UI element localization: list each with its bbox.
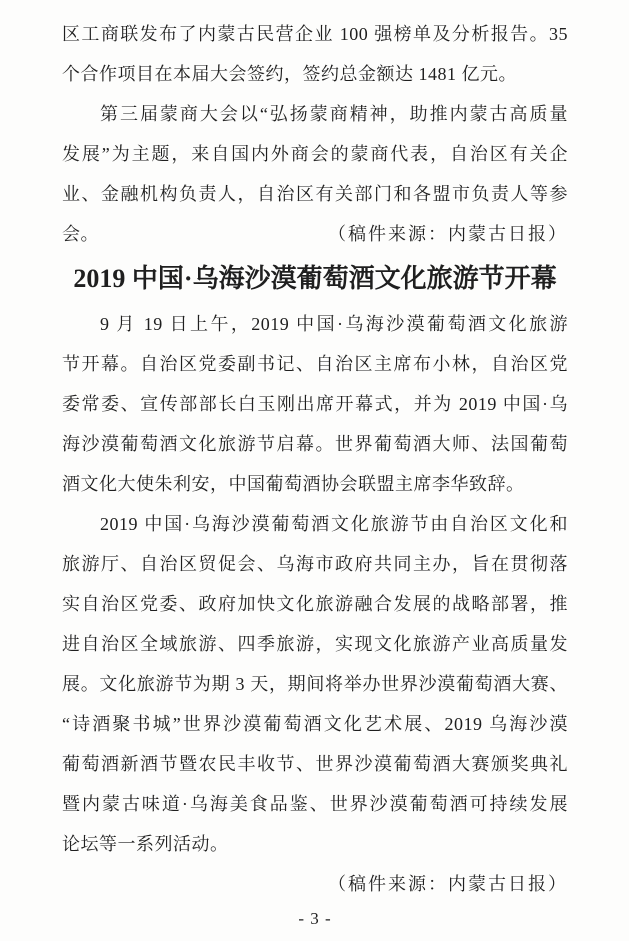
paragraph-end-text: 会。: [62, 224, 99, 244]
paragraph-mengshang-conference-line: [62, 214, 568, 254]
paragraph-mengshang-conference-line: 发展”为主题，来自国内外商会的蒙商代表，自治区有关企: [62, 144, 568, 164]
paragraph-festival-details-line: “诗酒聚书城”世界沙漠葡萄酒文化艺术展、2019 乌海沙漠: [62, 714, 568, 734]
source-attribution-line: （稿件来源：内蒙古日报）: [328, 874, 568, 894]
paragraph-festival-details-line: 展。文化旅游节为期 3 天，期间将举办世界沙漠葡萄酒大赛、: [62, 674, 568, 694]
paragraph-festival-details-line: 葡萄酒新酒节暨农民丰收节、世界沙漠葡萄酒大赛颁奖典礼: [62, 754, 568, 774]
paragraph-continuation-line: 区工商联发布了内蒙古民营企业 100 强榜单及分析报告。35: [62, 24, 568, 44]
paragraph-festival-opening-line: 委常委、宣传部部长白玉刚出席开幕式，并为 2019 中国·乌: [62, 394, 568, 414]
paragraph-mengshang-conference-line: 业、金融机构负责人，自治区有关部门和各盟市负责人等参: [62, 184, 568, 204]
source-attribution: （稿件来源：内蒙古日报）: [328, 224, 568, 244]
paragraph-festival-details-line: 2019 中国·乌海沙漠葡萄酒文化旅游节由自治区文化和: [100, 514, 568, 534]
paragraph-festival-details-line: 旅游厅、自治区贸促会、乌海市政府共同主办，旨在贯彻落: [62, 554, 568, 574]
paragraph-festival-opening-line: 9 月 19 日上午，2019 中国·乌海沙漠葡萄酒文化旅游: [100, 314, 568, 334]
paragraph-festival-opening-line: 节开幕。自治区党委副书记、自治区主席布小林，自治区党: [62, 354, 568, 374]
page-number-line: - 3 -: [298, 909, 332, 928]
article-headline-line: 2019 中国·乌海沙漠葡萄酒文化旅游节开幕: [73, 264, 557, 293]
paragraph-festival-details-line: 进自治区全域旅游、四季旅游，实现文化旅游产业高质量发: [62, 634, 568, 654]
paragraph-festival-details-line: 实自治区党委、政府加快文化旅游融合发展的战略部署，推: [62, 594, 568, 614]
paragraph-festival-opening-line: 酒文化大使朱利安，中国葡萄酒协会联盟主席李华致辞。: [62, 474, 525, 494]
paragraph-festival-opening-line: 海沙漠葡萄酒文化旅游节启幕。世界葡萄酒大师、法国葡萄: [62, 434, 568, 454]
paragraph-festival-details-line: 暨内蒙古味道·乌海美食品鉴、世界沙漠葡萄酒可持续发展: [62, 794, 568, 814]
paragraph-continuation-line: 个合作项目在本届大会签约，签约总金额达 1481 亿元。: [62, 64, 517, 84]
paragraph-mengshang-conference-line: 第三届蒙商大会以“弘扬蒙商精神，助推内蒙古高质量: [100, 104, 568, 124]
paragraph-festival-details-line: 论坛等一系列活动。: [62, 834, 229, 854]
